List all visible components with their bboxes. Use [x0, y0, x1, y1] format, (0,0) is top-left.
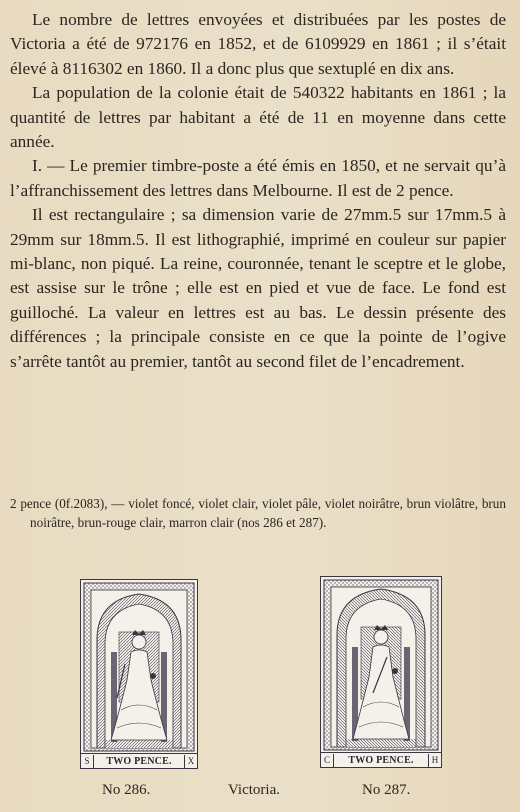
paragraph-2: La population de la colonie était de 540322 habitants en 1861 ; la quantité de lettres par habitant a été de 11 en moyenne dans cette année. — [10, 83, 506, 152]
queen-on-throne-engraving — [321, 577, 441, 753]
stamp-287-corner-left: C — [321, 754, 334, 767]
stamp-287-corner-right: H — [428, 754, 441, 767]
note-text: 2 pence (0f.2083), — violet foncé, violet clair, violet pâle, violet noirâtre, brun violâtre, brun noirâtre, brun-rouge clair, marron clair (nos 286 et 287). — [10, 496, 506, 530]
stamp-286-corner-left: S — [81, 755, 94, 768]
stamp-287-value-band — [321, 752, 441, 767]
paragraph-3: I. — Le premier timbre-poste a été émis en 1850, et ne servait qu’à l’affranchissement des lettres dans Melbourne. Il est de 2 pence. — [10, 156, 506, 200]
stamp-287-illustration — [320, 576, 442, 768]
stamp-287-value: TWO PENCE. — [348, 754, 414, 766]
caption-stamp-286: No 286. — [102, 782, 151, 798]
body-text — [10, 8, 506, 374]
queen-on-throne-engraving — [81, 580, 197, 754]
paragraph-1: Le nombre de lettres envoyées et distribuées par les postes de Victoria a été de 972176 en 1852, et de 6109929 en 1861 ; il s’était élevé à 8116302 en 1860. Il a donc plus que sextuplé en dix ans. — [10, 10, 506, 78]
paragraph-4: Il est rectangulaire ; sa dimension varie de 27mm.5 sur 17mm.5 à 29mm sur 18mm.5. Il est lithographié, imprimé en couleur sur papier mi-blanc, non piqué. La reine, couronnée, tenant le sceptre et le globe, est assise sur le trône ; elle est en pied et vue de face. Le fond est guilloché. La valeur en lettres est au bas. Le dessin présente des différences ; la principale consiste en ce que la pointe de l’ogive s’arrête tantôt au premier, tantôt au second filet de l’encadrement. — [10, 205, 506, 371]
caption-stamp-287: No 287. — [362, 782, 411, 798]
stamp-286-illustration — [80, 579, 198, 769]
caption-country: Victoria. — [228, 782, 280, 798]
stamp-color-note — [10, 494, 506, 532]
stamp-286-value-band — [81, 753, 197, 768]
stamp-286-value: TWO PENCE. — [106, 755, 172, 767]
stamp-286-corner-right: X — [184, 755, 197, 768]
